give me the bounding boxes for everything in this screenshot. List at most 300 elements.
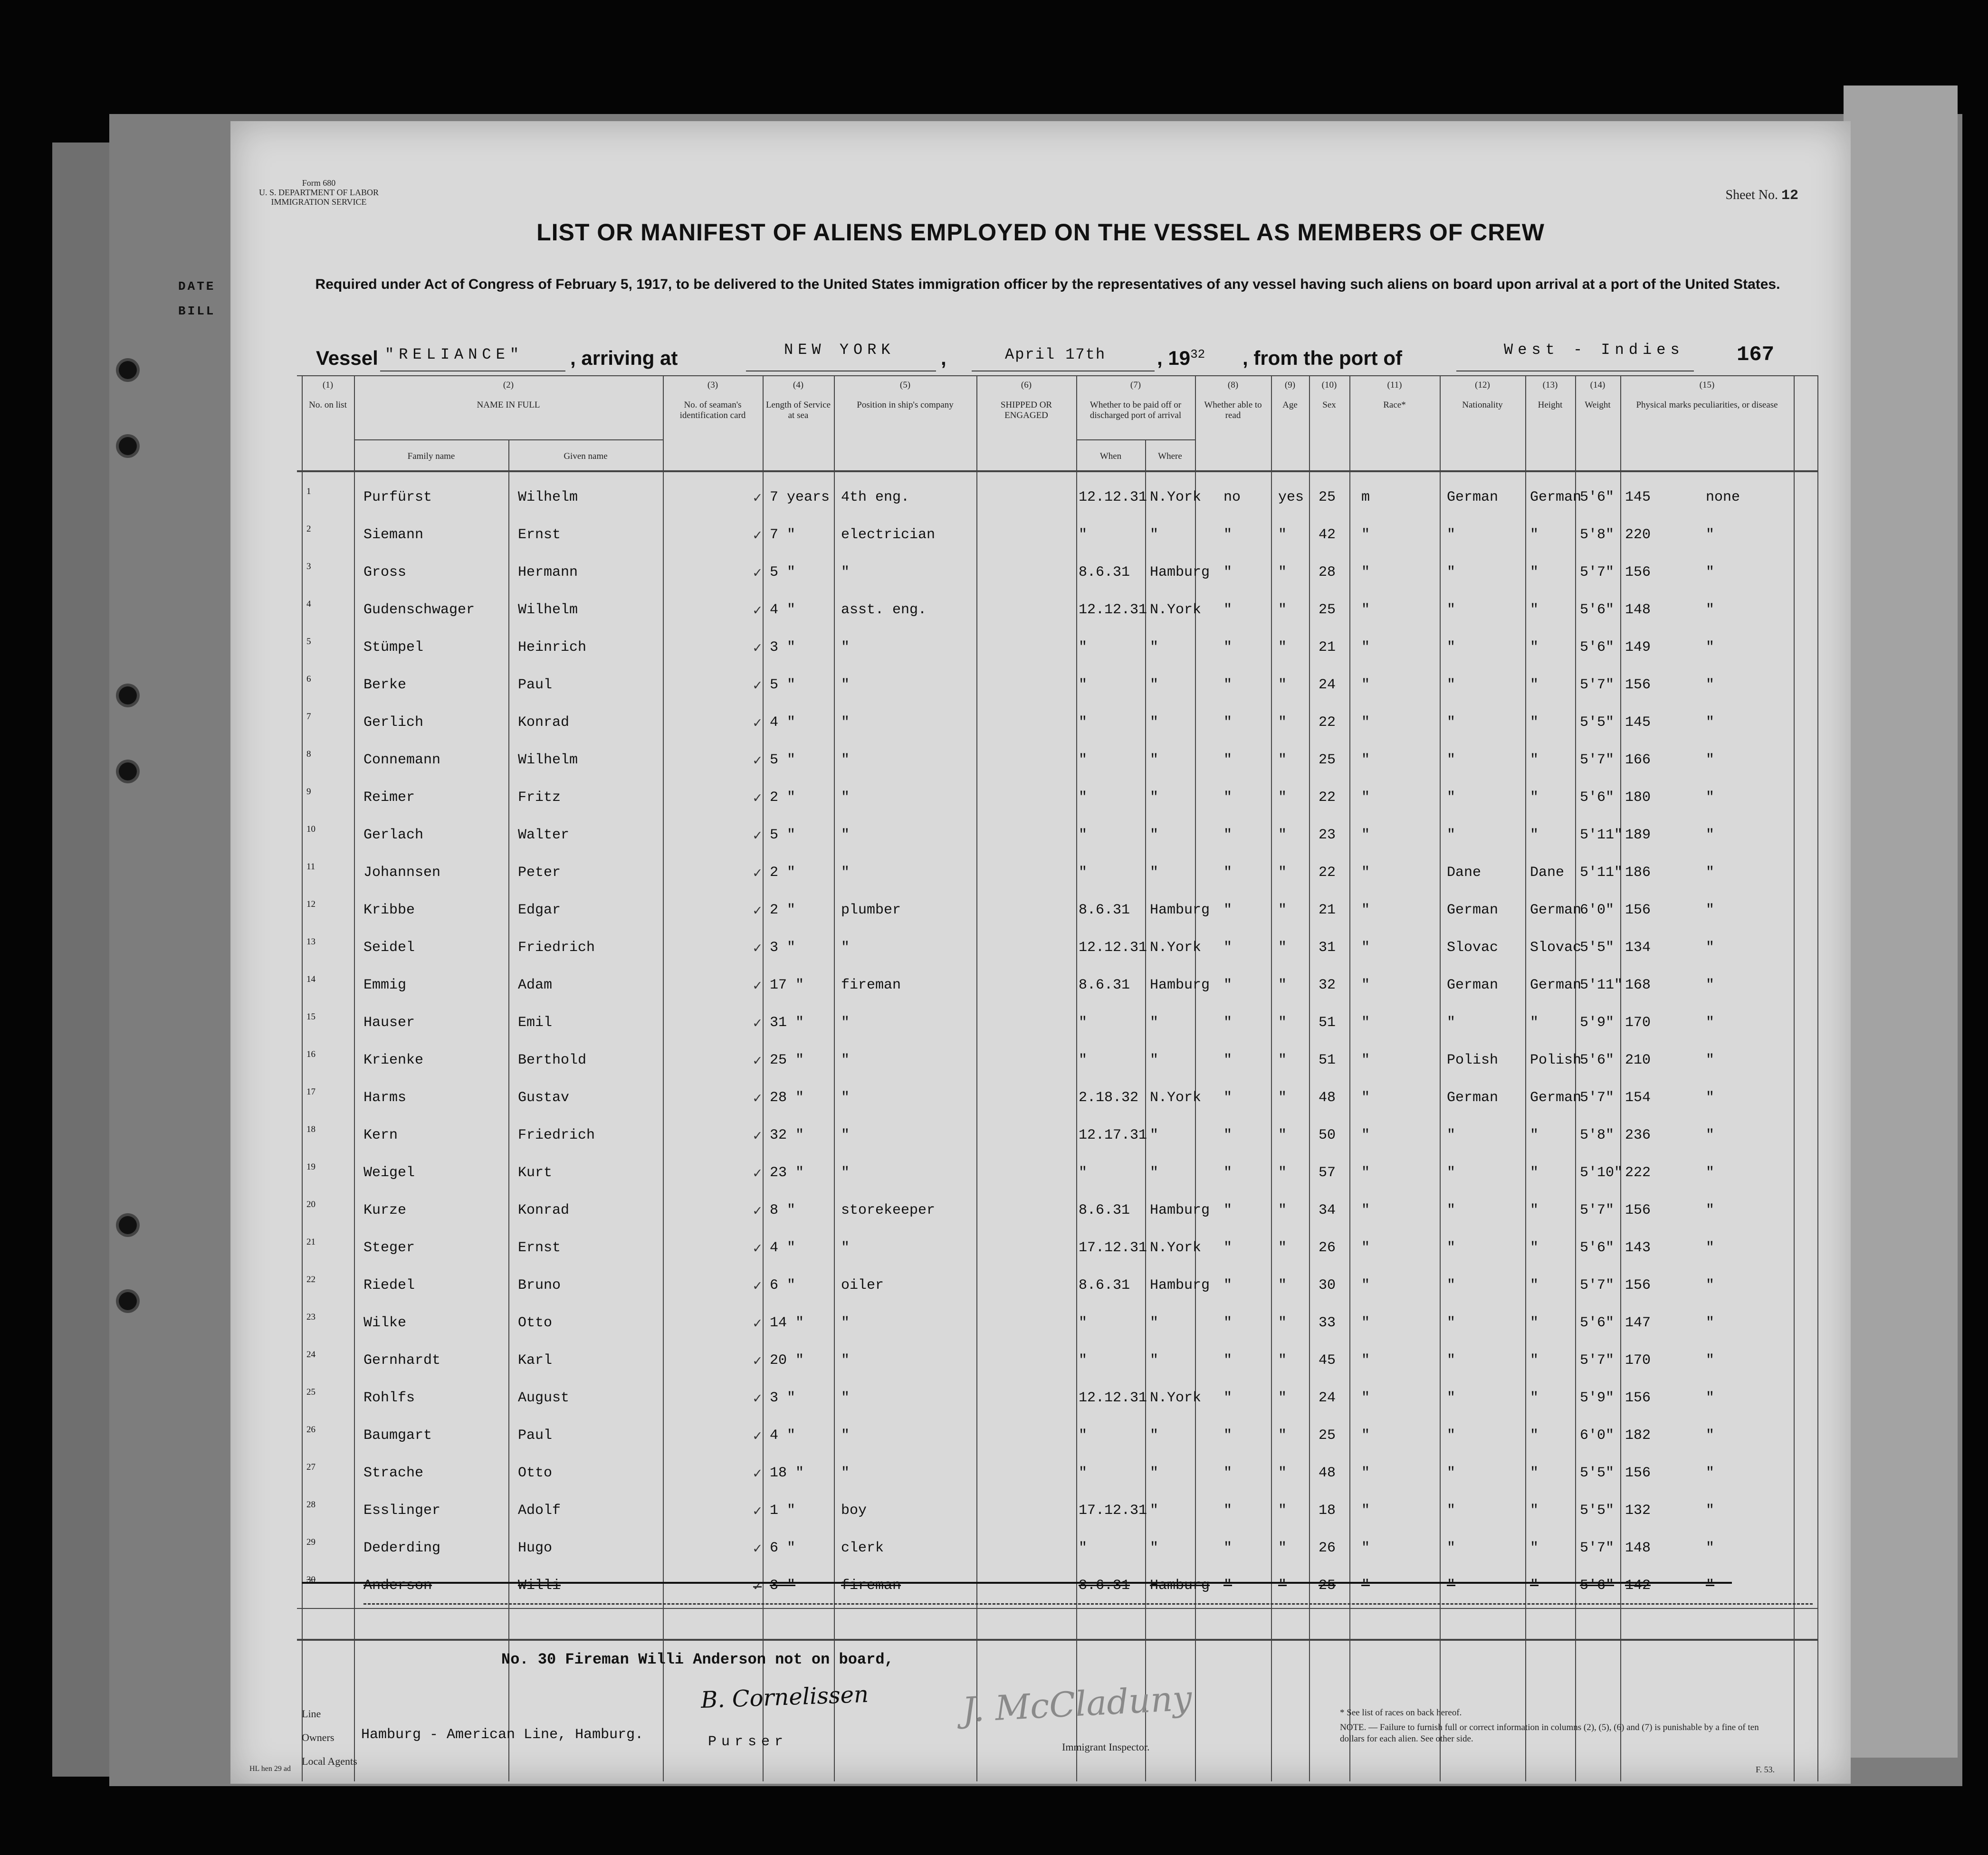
arrival-date: April 17th [1005, 346, 1106, 363]
check-mark: ✓ [753, 603, 762, 619]
check-mark: ✓ [753, 1391, 762, 1408]
column-number: (4) [793, 380, 804, 390]
check-mark: ✓ [753, 528, 762, 544]
race: " [1447, 602, 1456, 618]
check-mark: ✓ [753, 1316, 762, 1332]
race: " [1447, 714, 1456, 731]
table-row [297, 1193, 1817, 1227]
length-of-service: 8 " [770, 1202, 796, 1218]
binder-hole [119, 1216, 137, 1234]
given-name: Otto [518, 1315, 553, 1331]
column-label: Sex [1322, 400, 1336, 410]
race: Polish [1447, 1052, 1499, 1068]
sex: " [1361, 1202, 1370, 1218]
given-name: Berthold [518, 1052, 587, 1068]
age: 45 [1319, 1352, 1336, 1369]
position: oiler [841, 1277, 884, 1294]
nationality: " [1530, 1202, 1539, 1218]
position: " [841, 1240, 850, 1256]
physical-marks: " [1706, 977, 1715, 993]
height: 5'6" [1580, 639, 1615, 656]
table-row [297, 1493, 1817, 1527]
family-name: Gerlach [363, 827, 424, 843]
column-number: (8) [1227, 380, 1239, 390]
age: 22 [1319, 865, 1336, 881]
length-of-service: 2 " [770, 790, 796, 806]
row-number: 4 [306, 599, 311, 609]
height: 5'11" [1580, 827, 1623, 843]
nationality: " [1530, 1503, 1539, 1519]
position: clerk [841, 1540, 884, 1556]
able-to-read: " [1278, 1090, 1287, 1106]
shipped-when: " [1079, 1352, 1088, 1369]
given-name: Edgar [518, 902, 561, 918]
height: 5'9" [1580, 1390, 1615, 1406]
height: 5'11" [1580, 865, 1623, 881]
sex: " [1361, 1277, 1370, 1294]
physical-marks: " [1706, 1352, 1715, 1369]
able-to-read: " [1278, 564, 1287, 580]
row-number: 24 [306, 1350, 315, 1360]
family-name: Harms [363, 1090, 407, 1106]
weight: 143 [1625, 1240, 1651, 1256]
row-number: 14 [306, 974, 315, 984]
family-name: Siemann [363, 527, 424, 543]
height: 5'6" [1580, 1240, 1615, 1256]
sex: " [1361, 752, 1370, 768]
year-suffix: 32 [1190, 347, 1205, 361]
age: 25 [1319, 489, 1336, 505]
position: electrician [841, 527, 936, 543]
position: " [841, 1427, 850, 1444]
shipped-where: " [1150, 1540, 1159, 1556]
check-mark: ✓ [753, 1241, 762, 1257]
family-name: Anderson [363, 1578, 432, 1594]
able-to-read: " [1278, 639, 1287, 656]
shipped-where: " [1150, 1503, 1159, 1519]
height: 5'6" [1580, 489, 1615, 505]
length-of-service: 20 " [770, 1352, 804, 1369]
year-prefix: 19 [1168, 347, 1191, 369]
form-department: U. S. DEPARTMENT OF LABOR [259, 188, 379, 197]
sex: " [1361, 564, 1370, 580]
nationality: " [1530, 1240, 1539, 1256]
vessel-label: Vessel [316, 347, 378, 369]
race: " [1447, 639, 1456, 656]
column-header [302, 380, 354, 410]
nationality: Slovac [1530, 940, 1582, 956]
race: Dane [1447, 865, 1481, 881]
race: German [1447, 977, 1499, 993]
check-mark: ✓ [753, 1354, 762, 1370]
column-header [1349, 380, 1440, 410]
check-mark: ✓ [753, 979, 762, 995]
able-to-read: " [1278, 1165, 1287, 1181]
column-header [663, 380, 763, 421]
given-name: Wilhelm [518, 752, 578, 768]
nationality: German [1530, 977, 1582, 993]
length-of-service: 5 " [770, 677, 796, 693]
nationality: " [1530, 790, 1539, 806]
physical-marks: " [1706, 677, 1715, 693]
paid-off: " [1223, 1240, 1233, 1256]
given-name: August [518, 1390, 570, 1406]
shipped-when: " [1079, 752, 1088, 768]
row-number: 18 [306, 1124, 315, 1134]
row-number: 22 [306, 1275, 315, 1284]
age: 21 [1319, 639, 1336, 656]
family-name: Weigel [363, 1165, 415, 1181]
shipped-where: " [1150, 1465, 1159, 1481]
shipped-when: 12.12.31 [1079, 1390, 1147, 1406]
shipped-where: " [1150, 752, 1159, 768]
race: " [1447, 1427, 1456, 1444]
nationality: " [1530, 1127, 1539, 1143]
form-title: LIST OR MANIFEST OF ALIENS EMPLOYED ON THE VESSEL AS MEMBERS OF CREW [536, 219, 1545, 246]
race: Slovac [1447, 940, 1499, 956]
column-number: (13) [1542, 380, 1558, 390]
shipped-where: " [1150, 1315, 1159, 1331]
nationality: " [1530, 1465, 1539, 1481]
sheet-number: 12 [1781, 188, 1798, 204]
age: 22 [1319, 714, 1336, 731]
given-name: Gustav [518, 1090, 570, 1106]
nationality: " [1530, 1165, 1539, 1181]
position: " [841, 1315, 850, 1331]
length-of-service: 31 " [770, 1015, 804, 1031]
weight: 186 [1625, 865, 1651, 881]
row-number: 11 [306, 862, 315, 872]
age: 33 [1319, 1315, 1336, 1331]
sex: " [1361, 639, 1370, 656]
nationality: " [1530, 1540, 1539, 1556]
able-to-read: yes [1278, 489, 1304, 505]
physical-marks: " [1706, 564, 1715, 580]
table-row [297, 1043, 1817, 1077]
physical-marks: " [1706, 602, 1715, 618]
height: 5'5" [1580, 1465, 1615, 1481]
position: 4th eng. [841, 489, 910, 505]
paid-off: " [1223, 1090, 1233, 1106]
column-label: Height [1538, 400, 1563, 410]
family-name: Berke [363, 677, 407, 693]
shipped-when: 8.6.31 [1079, 1578, 1130, 1594]
able-to-read: " [1278, 1315, 1287, 1331]
weight: 180 [1625, 790, 1651, 806]
column-label: No. of seaman's identification card [679, 400, 746, 420]
purser-signature: B. Cornelissen [700, 1681, 869, 1714]
position: " [841, 1352, 850, 1369]
nationality: " [1530, 1277, 1539, 1294]
check-mark: ✓ [753, 641, 762, 657]
physical-marks: " [1706, 1503, 1715, 1519]
races-note: * See list of races on back hereof. [1340, 1708, 1462, 1718]
race: German [1447, 489, 1499, 505]
shipped-where: " [1150, 639, 1159, 656]
length-of-service: 3 " [770, 639, 796, 656]
paid-off: " [1223, 1578, 1233, 1594]
given-name: Otto [518, 1465, 553, 1481]
sex: " [1361, 977, 1370, 993]
able-to-read: " [1278, 1127, 1287, 1143]
row-number: 7 [306, 712, 311, 722]
shipped-when: " [1079, 790, 1088, 806]
comma: , [941, 347, 946, 369]
paid-off: no [1223, 489, 1241, 505]
sex: " [1361, 714, 1370, 731]
shipped-where: " [1150, 1127, 1159, 1143]
column-number: (10) [1321, 380, 1337, 390]
owners-label: Owners [302, 1731, 335, 1743]
check-mark: ✓ [753, 1429, 762, 1445]
sex: " [1361, 677, 1370, 693]
shipped-where: N.York [1150, 1090, 1202, 1106]
height: 5'6" [1580, 1578, 1615, 1594]
physical-marks: " [1706, 1540, 1715, 1556]
given-name: Fritz [518, 790, 561, 806]
family-name: Baumgart [363, 1427, 432, 1444]
length-of-service: 5 " [770, 564, 796, 580]
shipped-when: 17.12.31 [1079, 1503, 1147, 1519]
family-name: Seidel [363, 940, 415, 956]
given-name: Hermann [518, 564, 578, 580]
shipped-when: 8.6.31 [1079, 1277, 1130, 1294]
dashed-rule [363, 1603, 1813, 1605]
sex: " [1361, 865, 1370, 881]
row-number: 6 [306, 674, 311, 684]
paid-off: " [1223, 1390, 1233, 1406]
position: " [841, 865, 850, 881]
shipped-when: " [1079, 827, 1088, 843]
check-mark: ✓ [753, 866, 762, 882]
shipped-when: 12.17.31 [1079, 1127, 1147, 1143]
able-to-read: " [1278, 714, 1287, 731]
column-label: Whether to be paid off or discharged port of arrival [1090, 400, 1182, 420]
nationality: Dane [1530, 865, 1565, 881]
table-row [297, 1005, 1817, 1039]
given-name: Adolf [518, 1503, 561, 1519]
shipped-when: " [1079, 1015, 1088, 1031]
length-of-service: 14 " [770, 1315, 804, 1331]
race: German [1447, 902, 1499, 918]
shipped-where: Hamburg [1150, 902, 1210, 918]
able-to-read: " [1278, 752, 1287, 768]
column-label: NAME IN FULL [477, 400, 540, 410]
able-to-read: " [1278, 1015, 1287, 1031]
race: " [1447, 677, 1456, 693]
table-row [297, 480, 1817, 514]
age: 48 [1319, 1090, 1336, 1106]
height: 5'5" [1580, 714, 1615, 731]
position: " [841, 1390, 850, 1406]
paid-off: " [1223, 714, 1233, 731]
weight: 222 [1625, 1165, 1651, 1181]
row-number: 16 [306, 1049, 315, 1059]
column-label: SHIPPED OR ENGAGED [1000, 400, 1052, 420]
sheet-label: Sheet No. [1725, 188, 1778, 202]
paid-off: " [1223, 527, 1233, 543]
check-mark: ✓ [753, 791, 762, 807]
sub-header: Where [1158, 451, 1182, 461]
row-number: 27 [306, 1462, 315, 1472]
shipped-when: " [1079, 639, 1088, 656]
row-number: 5 [306, 637, 311, 647]
race: German [1447, 1090, 1499, 1106]
row-number: 19 [306, 1162, 315, 1172]
length-of-service: 5 " [770, 752, 796, 768]
sex: " [1361, 1352, 1370, 1369]
form-identifier [259, 178, 379, 207]
check-mark: ✓ [753, 753, 762, 770]
shipped-where: " [1150, 1165, 1159, 1181]
age: 51 [1319, 1015, 1336, 1031]
height: 5'6" [1580, 790, 1615, 806]
column-header [1271, 380, 1309, 410]
weight: 145 [1625, 714, 1651, 731]
position: " [841, 790, 850, 806]
age: 24 [1319, 677, 1336, 693]
column-number: (6) [1021, 380, 1032, 390]
height: 5'10" [1580, 1165, 1623, 1181]
age: 48 [1319, 1465, 1336, 1481]
nationality: German [1530, 489, 1582, 505]
able-to-read: " [1278, 977, 1287, 993]
vessel-name: "RELIANCE" [385, 346, 524, 363]
weight: 132 [1625, 1503, 1651, 1519]
race: " [1447, 1578, 1456, 1594]
age: 28 [1319, 564, 1336, 580]
sheet-number-block [1726, 188, 1798, 204]
age: 25 [1319, 752, 1336, 768]
shipped-when: 8.6.31 [1079, 564, 1130, 580]
sex: " [1361, 1165, 1370, 1181]
position: " [841, 639, 850, 656]
form-code: F. 53. [1756, 1765, 1775, 1774]
physical-marks: " [1706, 865, 1715, 881]
family-name: Gross [363, 564, 407, 580]
column-number: (3) [707, 380, 718, 390]
column-label: Weight [1585, 400, 1611, 410]
check-mark: ✓ [753, 1279, 762, 1295]
purser-label: Purser [708, 1734, 788, 1750]
race: " [1447, 1165, 1456, 1181]
column-number: (7) [1130, 380, 1141, 390]
height: 5'7" [1580, 1352, 1615, 1369]
given-name: Konrad [518, 1202, 570, 1218]
column-header [763, 380, 834, 421]
position: " [841, 564, 850, 580]
race: " [1447, 1540, 1456, 1556]
able-to-read: " [1278, 677, 1287, 693]
height: 5'8" [1580, 1127, 1615, 1143]
nationality: " [1530, 1352, 1539, 1369]
note-not-on-board: No. 30 Fireman Willi Anderson not on board, [501, 1651, 894, 1668]
row-number: 10 [306, 824, 315, 834]
shipped-where: N.York [1150, 1390, 1202, 1406]
shipped-where: Hamburg [1150, 977, 1210, 993]
age: 50 [1319, 1127, 1336, 1143]
length-of-service: 3 " [770, 1578, 796, 1594]
sub-header: Given name [564, 451, 608, 461]
column-header [1575, 380, 1620, 410]
physical-marks: " [1706, 827, 1715, 843]
nationality: " [1530, 827, 1539, 843]
race: " [1447, 1277, 1456, 1294]
physical-marks: " [1706, 1090, 1715, 1106]
shipped-where: " [1150, 790, 1159, 806]
race: " [1447, 1127, 1456, 1143]
shipped-when: " [1079, 1165, 1088, 1181]
able-to-read: " [1278, 1352, 1287, 1369]
shipped-where: " [1150, 677, 1159, 693]
shipped-where: Hamburg [1150, 1578, 1210, 1594]
back-sheet [1844, 86, 1958, 1758]
shipped-when: 2.18.32 [1079, 1090, 1139, 1106]
position: " [841, 677, 850, 693]
length-of-service: 7 " [770, 527, 796, 543]
family-name: Dederding [363, 1540, 441, 1556]
physical-marks: none [1706, 489, 1740, 505]
table-rule [297, 470, 1817, 472]
table-row [297, 630, 1817, 664]
paid-off: " [1223, 977, 1233, 993]
able-to-read: " [1278, 602, 1287, 618]
physical-marks: " [1706, 639, 1715, 656]
row-number: 12 [306, 899, 315, 909]
able-to-read: " [1278, 1277, 1287, 1294]
header-rule [354, 439, 663, 440]
race: " [1447, 1503, 1456, 1519]
weight: 170 [1625, 1352, 1651, 1369]
column-header [1620, 380, 1794, 410]
paid-off: " [1223, 602, 1233, 618]
race: " [1447, 1465, 1456, 1481]
age: 22 [1319, 790, 1336, 806]
shipped-where: N.York [1150, 489, 1202, 505]
column-number: (15) [1699, 380, 1715, 390]
weight: 156 [1625, 902, 1651, 918]
race: " [1447, 527, 1456, 543]
height: 5'5" [1580, 940, 1615, 956]
weight: 236 [1625, 1127, 1651, 1143]
row-number: 3 [306, 561, 311, 571]
crew-table [297, 375, 1817, 1781]
given-name: Ernst [518, 1240, 561, 1256]
family-name: Connemann [363, 752, 441, 768]
column-number: (11) [1387, 380, 1402, 390]
height: 5'6" [1580, 602, 1615, 618]
physical-marks: " [1706, 902, 1715, 918]
able-to-read: " [1278, 1427, 1287, 1444]
column-label: Position in ship's company [857, 400, 954, 410]
shipped-where: " [1150, 1015, 1159, 1031]
sex: " [1361, 1052, 1370, 1068]
row-number: 20 [306, 1199, 315, 1209]
family-name: Strache [363, 1465, 424, 1481]
nationality: German [1530, 1090, 1582, 1106]
paid-off: " [1223, 1427, 1233, 1444]
check-mark: ✓ [753, 1541, 762, 1558]
given-name: Walter [518, 827, 570, 843]
shipped-when: " [1079, 1465, 1088, 1481]
able-to-read: " [1278, 1503, 1287, 1519]
race: " [1447, 1202, 1456, 1218]
given-name: Friedrich [518, 1127, 595, 1143]
shipped-where: " [1150, 1052, 1159, 1068]
shipped-when: " [1079, 677, 1088, 693]
length-of-service: 4 " [770, 602, 796, 618]
shipped-where: Hamburg [1150, 564, 1210, 580]
